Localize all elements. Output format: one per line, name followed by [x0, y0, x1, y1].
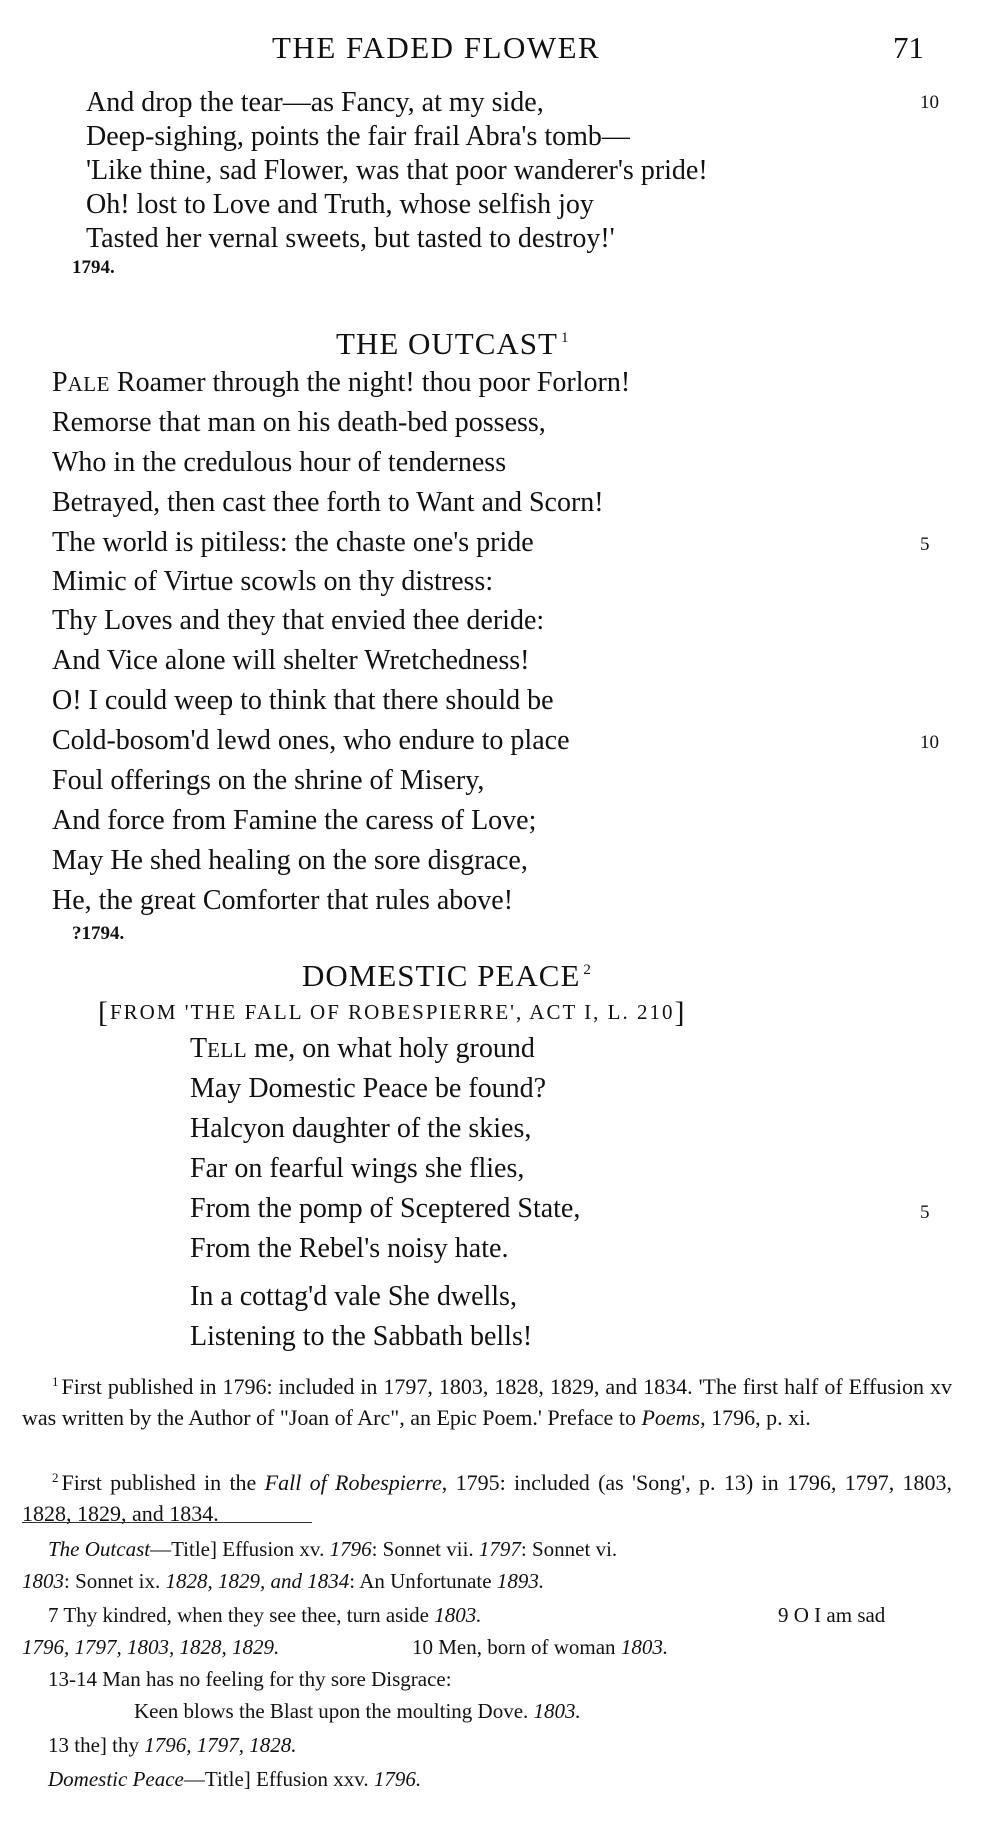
footnote-divider: [22, 1522, 312, 1523]
verse-line: Far on fearful wings she flies,: [190, 1153, 525, 1184]
variant-line: 1803: Sonnet ix. 1828, 1829, and 1834: An Unfortunate 1893.: [22, 1569, 545, 1593]
line-number: 10: [920, 732, 939, 753]
running-title: THE FADED FLOWER: [272, 30, 601, 65]
verse-line: Mimic of Virtue scowls on thy distress:: [52, 566, 494, 597]
variant-line: 10 Men, born of woman 1803.: [412, 1635, 669, 1659]
verse-line: In a cottag'd vale She dwells,: [190, 1281, 517, 1312]
verse-line: From the pomp of Sceptered State,: [190, 1193, 581, 1224]
verse-line: The world is pitiless: the chaste one's pride: [52, 527, 534, 558]
footnote-mark: 1: [560, 330, 570, 346]
variant-line: The Outcast—Title] Effusion xv. 1796: Sonnet vii. 1797: Sonnet vi.: [48, 1537, 618, 1561]
line-number: 10: [920, 92, 939, 113]
poem-title: DOMESTIC PEACE $^2$: [302, 958, 592, 993]
verse-line: Tasted her vernal sweets, but tasted to destroy!': [86, 223, 615, 254]
verse-line: From the Rebel's noisy hate.: [190, 1233, 509, 1264]
verse-line: And force from Famine the caress of Love;: [52, 805, 537, 836]
verse-line: Listening to the Sabbath bells!: [190, 1321, 533, 1352]
verse-line: Foul offerings on the shrine of Misery,: [52, 765, 485, 796]
page-header: [0, 30, 1000, 70]
footnote-1: $^1$ First published in 1796: included in 1797, 1803, 1828, 1829, and 1834. 'The first half of Effusion xv was written by the Author of "Joan of Arc", an Epic Poem.' Preface to Poems, 1796, p. xi.: [22, 1374, 952, 1430]
verse-line: Oh! lost to Love and Truth, whose selfish joy: [86, 189, 594, 220]
verse-line: Who in the credulous hour of tenderness: [52, 447, 507, 478]
verse-line: He, the great Comforter that rules above!: [52, 885, 514, 916]
verse-line: Deep-sighing, points the fair frail Abra's tomb—: [86, 121, 630, 152]
verse-line: May Domestic Peace be found?: [190, 1073, 547, 1104]
verse-line: Halcyon daughter of the skies,: [190, 1113, 532, 1144]
verse-line: May He shed healing on the sore disgrace,: [52, 845, 528, 876]
verse-line: O! I could weep to think that there should be: [52, 685, 554, 716]
variant-line: 9 O I am sad: [778, 1603, 886, 1627]
footnote-2: $^2$ First published in the Fall of Robespierre, 1795: included (as 'Song', p. 13) in 1796, 1797, 1803, 1828, 1829, and 1834.: [22, 1470, 953, 1526]
verse-line: PALE Roamer through the night! thou poor Forlorn!: [52, 367, 631, 398]
verse-line: Thy Loves and they that envied thee deride:: [52, 605, 545, 636]
verse-line: TELL me, on what holy ground: [190, 1033, 535, 1064]
verse-line: And drop the tear—as Fancy, at my side,: [86, 87, 544, 118]
verse-line: 'Like thine, sad Flower, was that poor wanderer's pride!: [86, 155, 708, 186]
poem-title: THE OUTCAST $^1$: [336, 326, 570, 361]
verse-line: Betrayed, then cast thee forth to Want and Scorn!: [52, 487, 604, 518]
poem-date: 1794.: [72, 257, 115, 278]
variant-line: 7 Thy kindred, when they see thee, turn aside 1803.: [48, 1603, 482, 1627]
page-number: 71: [893, 30, 924, 65]
verse-line: Remorse that man on his death-bed possess,: [52, 407, 546, 438]
poem-source-note: [FROM 'THE FALL OF ROBESPIERRE', ACT I, L. 210]: [98, 996, 687, 1029]
variant-line: 13-14 Man has no feeling for thy sore Disgrace:: [48, 1667, 452, 1691]
variant-line: 13 the] thy 1796, 1797, 1828.: [48, 1733, 297, 1757]
variant-line: 1796, 1797, 1803, 1828, 1829.: [22, 1635, 280, 1659]
footnote-mark: 2: [583, 962, 592, 978]
line-number: 5: [920, 1202, 930, 1223]
poem-date: ?1794.: [72, 923, 125, 944]
line-number: 5: [920, 534, 930, 555]
verse-line: Cold-bosom'd lewd ones, who endure to place: [52, 725, 570, 756]
variant-line: Keen blows the Blast upon the moulting Dove. 1803.: [134, 1699, 581, 1723]
verse-line: And Vice alone will shelter Wretchedness!: [52, 645, 530, 676]
variant-line: Domestic Peace—Title] Effusion xxv. 1796.: [48, 1767, 422, 1791]
